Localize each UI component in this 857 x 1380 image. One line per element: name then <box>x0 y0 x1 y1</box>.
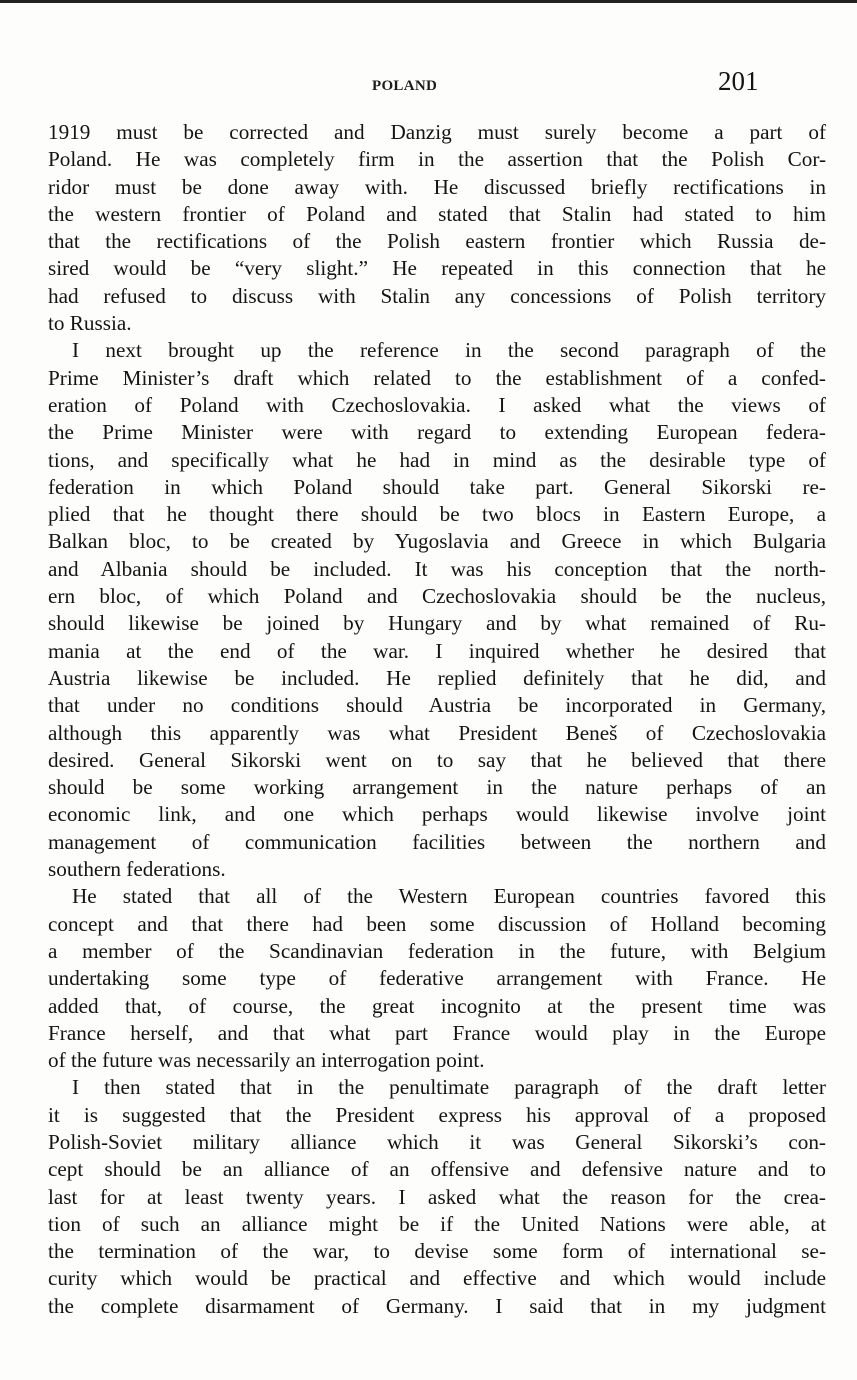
text-line: France herself, and that what part France would play in the Europe <box>48 1020 826 1045</box>
text-line: had refused to discuss with Stalin any concessions of Polish territory <box>48 283 826 308</box>
text-line: of the future was necessarily an interrogation point. <box>48 1048 485 1073</box>
text-line: I next brought up the reference in the second paragraph of the <box>72 338 826 363</box>
text-line: the western frontier of Poland and stated that Stalin had stated to him <box>48 201 826 226</box>
text-line: ern bloc, of which Poland and Czechoslovakia should be the nucleus, <box>48 584 826 609</box>
text-line: Poland. He was completely firm in the assertion that the Polish Cor- <box>48 147 826 172</box>
text-line: the complete disarmament of Germany. I said that in my judgment <box>48 1293 826 1318</box>
text-line: last for at least twenty years. I asked what the reason for the crea- <box>48 1184 826 1209</box>
text-line: Polish-Soviet military alliance which it was General Sikorski’s con- <box>48 1129 826 1154</box>
body-text <box>48 119 826 1320</box>
text-line: economic link, and one which perhaps would likewise involve joint <box>48 802 826 827</box>
running-head-title: POLAND <box>372 78 438 94</box>
text-line: plied that he thought there should be two blocs in Eastern Europe, a <box>48 502 826 527</box>
page-number: 201 <box>718 66 759 96</box>
text-line: Balkan bloc, to be created by Yugoslavia and Greece in which Bulgaria <box>48 529 826 554</box>
text-line: management of communication facilities between the northern and <box>48 829 826 854</box>
text-line: I then stated that in the penultimate paragraph of the draft letter <box>72 1075 826 1100</box>
text-line: Austria likewise be included. He replied definitely that he did, and <box>48 665 826 690</box>
text-line: 1919 must be corrected and Danzig must surely become a part of <box>48 120 826 144</box>
text-line: to Russia. <box>48 311 132 336</box>
text-line: added that, of course, the great incognito at the present time was <box>48 993 826 1018</box>
text-line: should likewise be joined by Hungary and by what remained of Ru- <box>48 611 826 636</box>
text-line: eration of Poland with Czechoslovakia. I asked what the views of <box>48 392 826 417</box>
text-line: He stated that all of the Western European countries favored this <box>72 884 826 909</box>
text-line: that under no conditions should Austria be incorporated in Germany, <box>48 693 826 718</box>
text-line: should be some working arrangement in the nature perhaps of an <box>48 775 826 800</box>
text-line: cept should be an alliance of an offensive and defensive nature and to <box>48 1157 826 1182</box>
text-line: desired. General Sikorski went on to say that he believed that there <box>48 747 826 772</box>
text-line: tions, and specifically what he had in mind as the desirable type of <box>48 447 826 472</box>
top-border-rule <box>0 0 857 3</box>
text-line: ridor must be done away with. He discussed briefly rectifications in <box>48 174 826 199</box>
text-line: although this apparently was what President Beneš of Czechoslovakia <box>48 720 826 745</box>
text-line: federation in which Poland should take part. General Sikorski re- <box>48 474 826 499</box>
text-line: and Albania should be included. It was his conception that the north- <box>48 556 826 581</box>
text-line: tion of such an alliance might be if the United Nations were able, at <box>48 1211 826 1236</box>
text-line: the termination of the war, to devise some form of international se- <box>48 1239 826 1264</box>
text-line: that the rectifications of the Polish eastern frontier which Russia de- <box>48 229 826 254</box>
text-line: mania at the end of the war. I inquired whether he desired that <box>48 638 826 663</box>
text-line: undertaking some type of federative arrangement with France. He <box>48 966 826 991</box>
text-line: sired would be “very slight.” He repeated in this connection that he <box>48 256 826 281</box>
text-line: a member of the Scandinavian federation in the future, with Belgium <box>48 938 826 963</box>
text-line: it is suggested that the President express his approval of a proposed <box>48 1102 826 1127</box>
text-line: concept and that there had been some discussion of Holland becoming <box>48 911 826 936</box>
text-line: the Prime Minister were with regard to extending European federa- <box>48 420 826 445</box>
text-line: Prime Minister’s draft which related to the establishment of a confed- <box>48 365 826 390</box>
text-line: curity which would be practical and effective and which would include <box>48 1266 826 1291</box>
text-line: southern federations. <box>48 857 226 882</box>
